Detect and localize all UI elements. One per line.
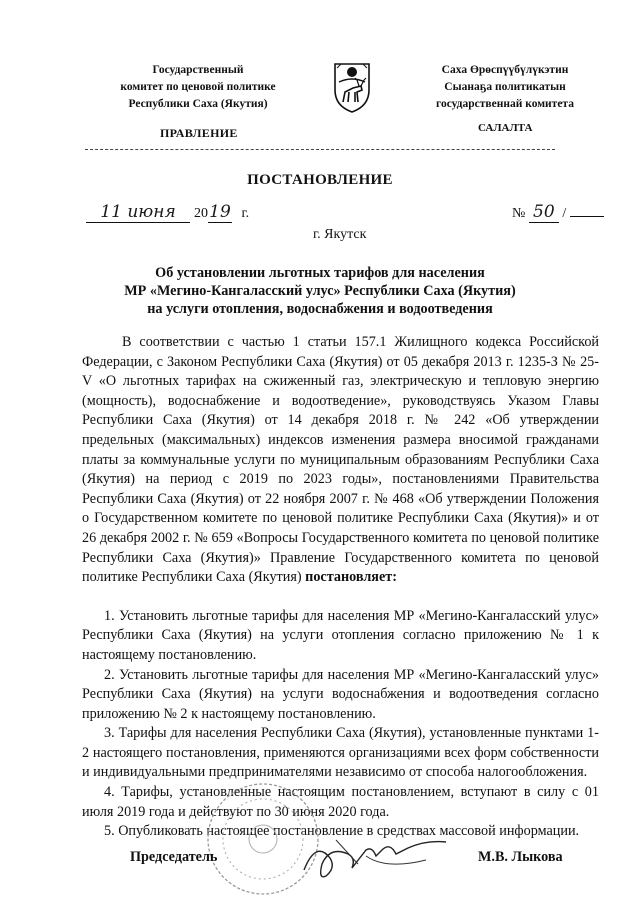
header-left-org xyxy=(98,62,298,113)
header-left-line: комитет по ценовой политике xyxy=(120,81,276,93)
header-right-line: государственнай комитета xyxy=(436,98,574,110)
list-item: 1. Установить льготные тарифы для населения МР «Мегино-Кангаласский улус» Республики Саха (Якутия) на услуги отопления согласно приложению № 1 к настоящему постановлению. xyxy=(82,607,599,663)
header-left-line: Республики Саха (Якутия) xyxy=(128,98,268,110)
board-label-right: САЛАЛТА xyxy=(478,122,533,134)
number-suffix: / xyxy=(562,206,567,221)
number-blank-line xyxy=(570,216,604,217)
date-year-handwritten: 19 xyxy=(209,202,231,222)
preamble-paragraph xyxy=(82,333,599,588)
handwritten-signature xyxy=(296,820,456,890)
coat-of-arms-emblem xyxy=(331,58,373,114)
list-item: 3. Тарифы для населения Республики Саха (Якутия), установленные пунктами 1-2 настоящего постановления, применяются организациями всех форм собственности и индивидуальными предпринимателями независимо от способа налогообложения. xyxy=(82,725,599,781)
preamble-text: В соответствии с частью 1 статьи 157.1 Жилищного кодекса Российской Федерации, с Законом Республики Саха (Якутия) от 05 декабря 2013 г. 1235-З № 25-V «О льготных тарифах на сжиженный газ, электрическую и тепловую энергию (мощность), водоснабжение и водоотведение», руководствуясь Указом Главы Республики Саха (Якутия) от 14 декабря 2018 г. № 242 «Об утверждении предельных (максимальных) индексов изменения размера вносимой гражданами платы за коммунальные услуги по муниципальным образованиям Республики Саха (Якутия) на период с 2019 по 2023 годы», постановлениями Правительства Республики Саха (Якутия) от 22 ноября 2007 г. № 468 «Об утверждении Положения о Государственном комитете по ценовой политике Республики Саха (Якутия)» и от 26 декабря 2002 г. № 659 «Вопросы Государственного комитета по ценовой политике Республики Саха (Якутия)» Правление Государственного комитета по ценовой политике Республики Саха (Якутия) xyxy=(82,334,599,586)
header-right-line: Сыанаҕа политикатын xyxy=(444,81,566,93)
list-item: 5. Опубликовать настоящее постановление в средствах массовой информации. xyxy=(104,823,580,840)
header-right-line: Саха Өрөспүүбүлүкэтин xyxy=(441,64,569,76)
document-body xyxy=(82,333,599,842)
list-item: 2. Установить льготные тарифы для населения МР «Мегино-Кангаласский улус» Республики Саха (Якутия) на услуги водоснабжения и водоотведения согласно приложению № 2 к настоящему постановлению. xyxy=(82,666,599,722)
resolves-word: постановляет: xyxy=(305,569,397,586)
date-day-handwritten: 11 июня xyxy=(86,202,190,223)
document-title xyxy=(80,264,560,318)
date-year-prefix: 20 xyxy=(194,206,208,221)
date-year-suffix-g: г. xyxy=(241,206,250,221)
title-line: на услуги отопления, водоснабжения и водоотведения xyxy=(147,301,493,317)
header-divider xyxy=(85,149,555,150)
number-handwritten: 50 xyxy=(529,202,559,223)
title-line: МР «Мегино-Кангаласский улус» Республики Саха (Якутия) xyxy=(124,283,516,299)
header-right-org xyxy=(400,62,610,113)
number-sign: № xyxy=(512,206,526,221)
board-label-left: ПРАВЛЕНИЕ xyxy=(160,126,238,140)
document-number xyxy=(512,202,604,223)
document-city: г. Якутск xyxy=(313,227,367,242)
document-date xyxy=(86,202,249,223)
signature-title: Председатель xyxy=(130,849,218,865)
signature-name: М.В. Лыкова xyxy=(478,849,563,865)
header-left-line: Государственный xyxy=(152,64,244,76)
document-type-heading: ПОСТАНОВЛЕНИЕ xyxy=(247,172,393,188)
title-line: Об установлении льготных тарифов для населения xyxy=(155,265,485,281)
list-item: 4. Тарифы, установленные настоящим постановлением, вступают в силу с 01 июля 2019 года и действуют по 30 июня 2020 года. xyxy=(82,784,599,820)
